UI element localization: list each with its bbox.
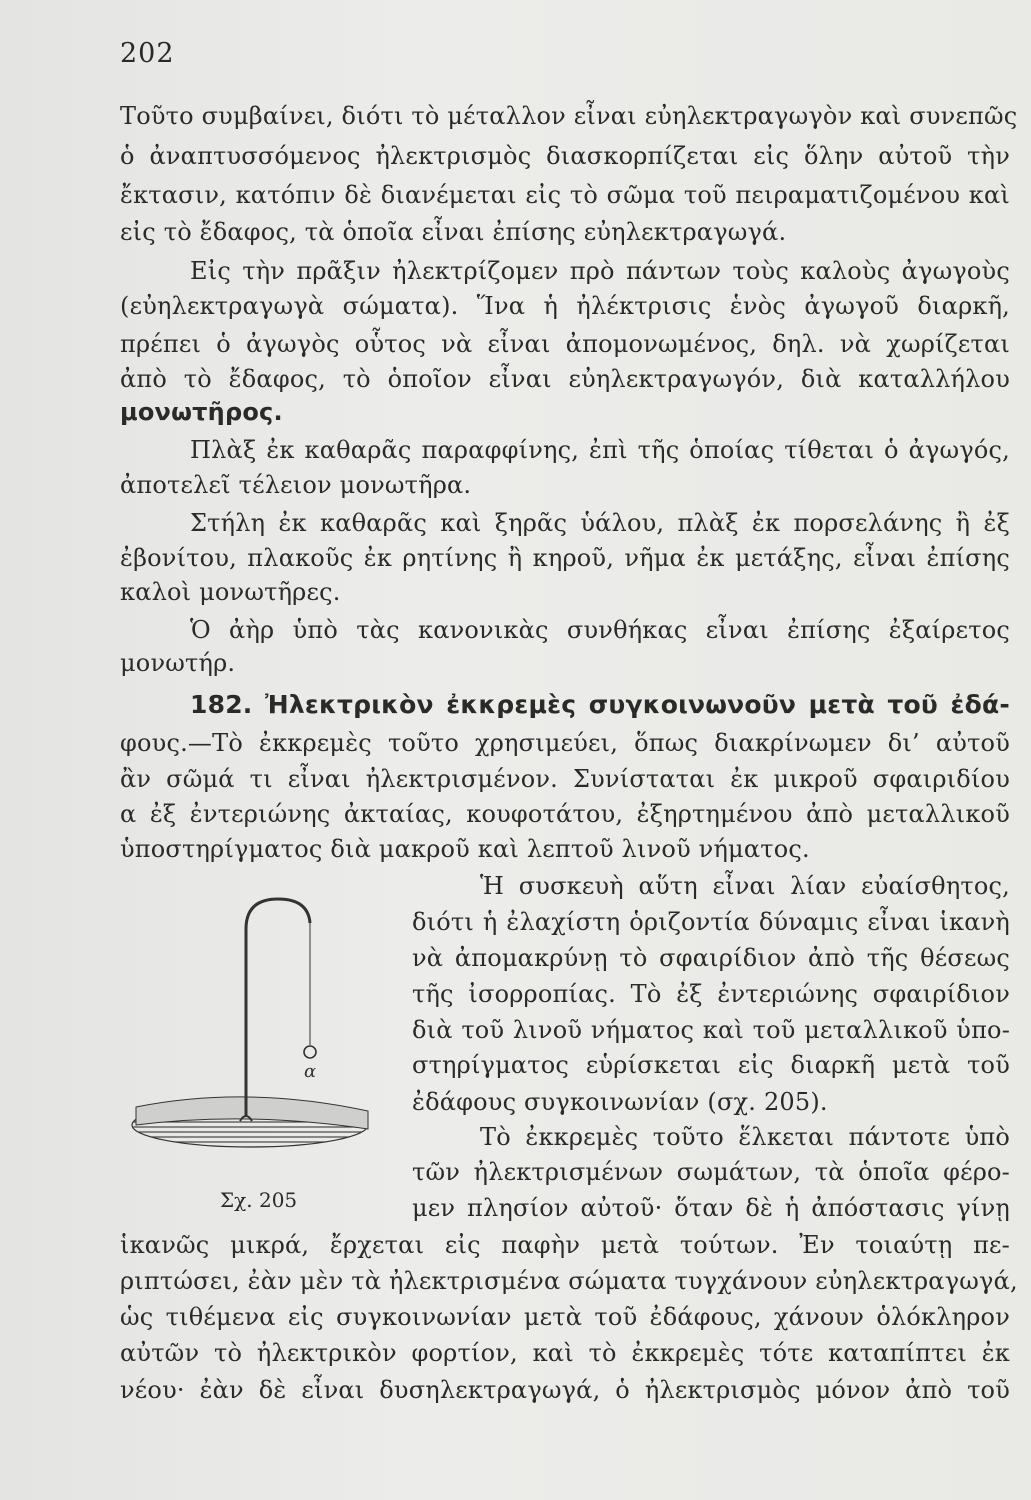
text-line: καλοὶ μονωτῆρες. <box>120 578 341 606</box>
text-line: ὁ ἀναπτυσσόμενος ἠλεκτρισμὸς διασκορπίζεται εἰς ὅλην αὐτοῦ τὴν <box>120 142 1010 170</box>
text-line: φους.—Τὸ ἐκκρεμὲς τοῦτο χρησιμεύει, ὅπως διακρίνωμεν δι’ αὐτοῦ <box>120 729 1010 757</box>
text-line: τῶν ἠλεκτρισμένων σωμάτων, τὰ ὁποῖα φέρο- <box>412 1158 1010 1186</box>
text-line: τῆς ἰσορροπίας. Τὸ ἐξ ἐντεριώνης σφαιρίδιον <box>412 980 1010 1008</box>
section-heading: 182. Ἠλεκτρικὸν ἐκκρεμὲς συγκοινωνοῦν μετὰ τοῦ ἐδά- <box>190 690 1010 719</box>
text-line: εἰς τὸ ἔδαφος, τὰ ὁποῖα εἶναι ἐπίσης εὐηλεκτραγωγά. <box>120 218 787 246</box>
page-number: 202 <box>120 38 175 69</box>
text-line: ἐβονίτου, πλακοῦς ἐκ ρητίνης ἢ κηροῦ, νῆμα ἐκ μετάξης, εἶναι ἐπίσης <box>120 544 1010 572</box>
text-line: Ἡ συσκευὴ αὕτη εἶναι λίαν εὐαίσθητος, <box>480 872 1010 900</box>
text-line: ἂν σῶμά τι εἶναι ἠλεκτρισμένον. Συνίσταται ἐκ μικροῦ σφαιριδίου <box>120 765 1010 793</box>
text-line: ὡς τιθέμενα εἰς συγκοινωνίαν μετὰ τοῦ ἐδάφους, χάνουν ὁλόκληρον <box>120 1303 1010 1331</box>
text-line-bold: μονωτῆρος. <box>120 398 283 426</box>
base-plate <box>132 1097 368 1147</box>
text-line: διότι ἡ ἐλαχίστη ὁριζοντία δύναμις εἶναι ἱκανὴ <box>412 908 1010 936</box>
text-line: ὑποστηρίγματος διὰ μακροῦ καὶ λεπτοῦ λινοῦ νήματος. <box>120 835 810 863</box>
figure-caption: Σχ. 205 <box>220 1188 298 1212</box>
text-line: μεν πλησίον αὐτοῦ· ὅταν δὲ ἡ ἀπόστασις γίνῃ <box>412 1194 1010 1222</box>
text-line: α ἐξ ἐντεριώνης ἀκταίας, κουφοτάτου, ἐξηρτημένου ἀπὸ μεταλλικοῦ <box>120 800 1010 828</box>
text-line: Πλὰξ ἐκ καθαρᾶς παραφφίνης, ἐπὶ τῆς ὁποίας τίθεται ὁ ἀγωγός, <box>190 436 1010 464</box>
text-line: μονωτήρ. <box>120 649 236 677</box>
text-line: ἀπὸ τὸ ἔδαφος, τὸ ὁποῖον εἶναι εὐηλεκτραγωγόν, διὰ καταλλήλου <box>120 365 1010 393</box>
support-rod <box>240 899 310 1121</box>
text-line: ἐδάφους συγκοινωνίαν (σχ. 205). <box>412 1088 828 1116</box>
text-line: ἱκανῶς μικρά, ἔρχεται εἰς παφὴν μετὰ τούτων. Ἐν τοιαύτῃ πε- <box>120 1231 1010 1259</box>
text-line: ἔκτασιν, κατόπιν δὲ διανέμεται εἰς τὸ σῶμα τοῦ πειραματιζομένου καὶ <box>120 181 1010 209</box>
pith-ball <box>304 1046 316 1058</box>
text-line: Ὁ ἀὴρ ὑπὸ τὰς κανονικὰς συνθήκας εἶναι ἐπίσης ἐξαίρετος <box>190 616 1010 644</box>
text-line: αὐτῶν τὸ ἠλεκτρικὸν φορτίον, καὶ τὸ ἐκκρεμὲς τότε καταπίπτει ἐκ <box>120 1339 1010 1367</box>
text-line: Εἰς τὴν πρᾶξιν ἠλεκτρίζομεν πρὸ πάντων τοὺς καλοὺς ἀγωγοὺς <box>190 257 1010 285</box>
ball-label: α <box>304 1061 317 1082</box>
text-line: στηρίγματος εὑρίσκεται εἰς διαρκῆ μετὰ τοῦ <box>412 1051 1010 1079</box>
text-line: νέου· ἐὰν δὲ εἶναι δυσηλεκτραγωγά, ὁ ἠλεκτρισμὸς μόνον ἀπὸ τοῦ <box>120 1376 1010 1404</box>
text-line: πρέπει ὁ ἀγωγὸς οὗτος νὰ εἶναι ἀπομονωμένος, δηλ. νὰ χωρίζεται <box>120 330 1010 358</box>
pendulum-figure <box>128 885 388 1175</box>
text-line: (εὐηλεκτραγωγὰ σώματα). Ἵνα ἡ ἠλέκτρισις ἑνὸς ἀγωγοῦ διαρκῆ, <box>120 292 1010 320</box>
text-line: ριπτώσει, ἐὰν μὲν τὰ ἠλεκτρισμένα σώματα τυγχάνουν εὐηλεκτραγωγά, <box>120 1267 1018 1295</box>
text-line: νὰ ἀπομακρύνῃ τὸ σφαιρίδιον ἀπὸ τῆς θέσεως <box>412 944 1010 972</box>
text-line: Στήλη ἐκ καθαρᾶς καὶ ξηρᾶς ὑάλου, πλὰξ ἐκ πορσελάνης ἢ ἐξ <box>190 509 1010 537</box>
text-line: Τὸ ἐκκρεμὲς τοῦτο ἕλκεται πάντοτε ὑπὸ <box>480 1123 1010 1151</box>
text-line: ἀποτελεῖ τέλειον μονωτῆρα. <box>120 471 472 499</box>
text-line: Τοῦτο συμβαίνει, διότι τὸ μέταλλον εἶναι εὐηλεκτραγωγὸν καὶ συνεπῶς <box>120 102 1018 130</box>
text-line: διὰ τοῦ λινοῦ νήματος καὶ τοῦ μεταλλικοῦ ὑπο- <box>412 1016 1010 1044</box>
